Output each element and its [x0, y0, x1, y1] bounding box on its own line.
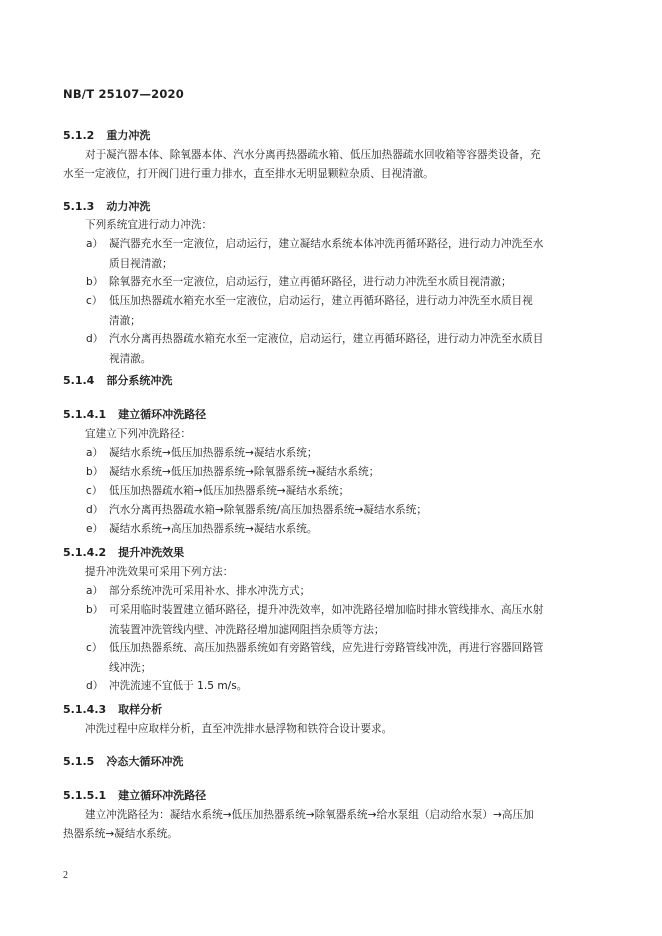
list-text: 凝结水系统→低压加热器系统→除氧器系统→凝结水系统； [109, 466, 380, 478]
list-text: 低压加热器疏水箱充水至一定液位，启动运行，建立再循环路径，进行动力冲洗至水质目视 [109, 295, 533, 307]
list-text: 凝汽器充水至一定液位，启动运行，建立凝结水系统本体冲洗再循环路径，进行动力冲洗至水 [109, 238, 544, 250]
list-marker: c） [86, 642, 103, 654]
section-title: 提升冲洗效果 [118, 546, 185, 559]
list-marker: d） [86, 333, 104, 345]
paragraph-5-1-2-line1: 对于凝汽器本体、除氧器本体、汽水分离再热器疏水箱、低压加热器疏水回收箱等容器类设备，充 [85, 149, 541, 161]
paragraph-5-1-4-2-intro: 提升冲洗效果可采用下列方法： [85, 566, 234, 578]
section-title: 重力冲洗 [106, 129, 151, 142]
list-text: 汽水分离再热器疏水箱→除氧器系统/高压加热器系统→凝结水系统； [109, 504, 427, 516]
paragraph-5-1-2-line2: 水至一定液位，打开阀门进行重力排水，直至排水无明显颗粒杂质、目视清澈。 [63, 168, 434, 180]
list-marker: d） [86, 680, 104, 692]
heading-5-1-5-1 [63, 787, 206, 803]
section-title: 冷态大循环冲洗 [106, 755, 184, 768]
paragraph-5-1-5-1-line1: 建立冲洗路径为：凝结水系统→低压加热器系统→除氧器系统→给水泵组（启动给水泵）→高压加 [85, 809, 534, 821]
list-text: 凝结水系统→低压加热器系统→凝结水系统； [109, 447, 318, 459]
heading-5-1-3 [63, 198, 150, 214]
list-text: 部分系统冲洗可采用补水、排水冲洗方式； [109, 585, 311, 597]
list-text: 低压加热器疏水箱→低压加热器系统→凝结水系统； [109, 485, 350, 497]
list-text: 除氧器充水至一定液位，启动运行，建立再循环路径，进行动力冲洗至水质目视清澈； [109, 276, 512, 288]
list-marker: b） [86, 276, 104, 288]
section-title: 部分系统冲洗 [106, 374, 173, 387]
list-text-cont: 清澈； [109, 315, 141, 327]
section-number: 5.1.4.1 [63, 408, 107, 421]
heading-5-1-4-3 [63, 701, 162, 717]
list-marker: a） [86, 447, 104, 459]
list-text: 汽水分离再热器疏水箱充水至一定液位，启动运行，建立再循环路径，进行动力冲洗至水质目 [109, 333, 544, 345]
list-marker: b） [86, 466, 104, 478]
section-title: 动力冲洗 [106, 200, 151, 213]
list-marker: e） [86, 523, 104, 535]
paragraph-5-1-3-intro: 下列系统宜进行动力冲洗： [85, 219, 213, 231]
heading-5-1-4-1 [63, 406, 206, 422]
list-marker: d） [86, 504, 104, 516]
heading-5-1-4-2 [63, 544, 184, 560]
list-text-cont: 线冲洗； [109, 662, 152, 674]
list-marker: c） [86, 295, 103, 307]
list-text: 可采用临时装置建立循环路径，提升冲洗效率，如冲洗路径增加临时排水管线排水、高压水射 [109, 604, 544, 616]
paragraph-5-1-4-3: 冲洗过程中应取样分析，直至冲洗排水悬浮物和铁符合设计要求。 [85, 723, 393, 735]
document-code: NB/T 25107—2020 [63, 87, 184, 101]
paragraph-5-1-4-1-intro: 宜建立下列冲洗路径： [85, 428, 191, 440]
section-number: 5.1.2 [63, 129, 95, 142]
list-text: 凝结水系统→高压加热器系统→凝结水系统。 [109, 523, 318, 535]
list-marker: a） [86, 585, 104, 597]
section-number: 5.1.5 [63, 755, 95, 768]
heading-5-1-2 [63, 127, 150, 143]
section-number: 5.1.4.2 [63, 546, 107, 559]
list-marker: c） [86, 485, 103, 497]
paragraph-5-1-5-1-line2: 热器系统→凝结水系统。 [63, 828, 178, 840]
heading-5-1-4 [63, 372, 172, 388]
section-number: 5.1.3 [63, 200, 95, 213]
list-marker: a） [86, 238, 104, 250]
list-marker: b） [86, 604, 104, 616]
heading-5-1-5 [63, 753, 183, 769]
section-number: 5.1.4.3 [63, 703, 107, 716]
list-text-cont: 质目视清澈； [109, 258, 173, 270]
section-title: 建立循环冲洗路径 [118, 408, 207, 421]
list-text-cont: 流装置冲洗管线内壁、冲洗路径增加滤网阻挡杂质等方法； [109, 624, 385, 636]
section-title: 建立循环冲洗路径 [118, 789, 207, 802]
section-number: 5.1.5.1 [63, 789, 107, 802]
list-text: 冲洗流速不宜低于 1.5 m/s。 [109, 680, 248, 692]
page-number: 2 [63, 870, 68, 881]
list-text: 低压加热器系统、高压加热器系统如有旁路管线，应先进行旁路管线冲洗，再进行容器回路管 [109, 642, 544, 654]
list-text-cont: 视清澈。 [109, 353, 152, 365]
section-title: 取样分析 [118, 703, 163, 716]
section-number: 5.1.4 [63, 374, 95, 387]
